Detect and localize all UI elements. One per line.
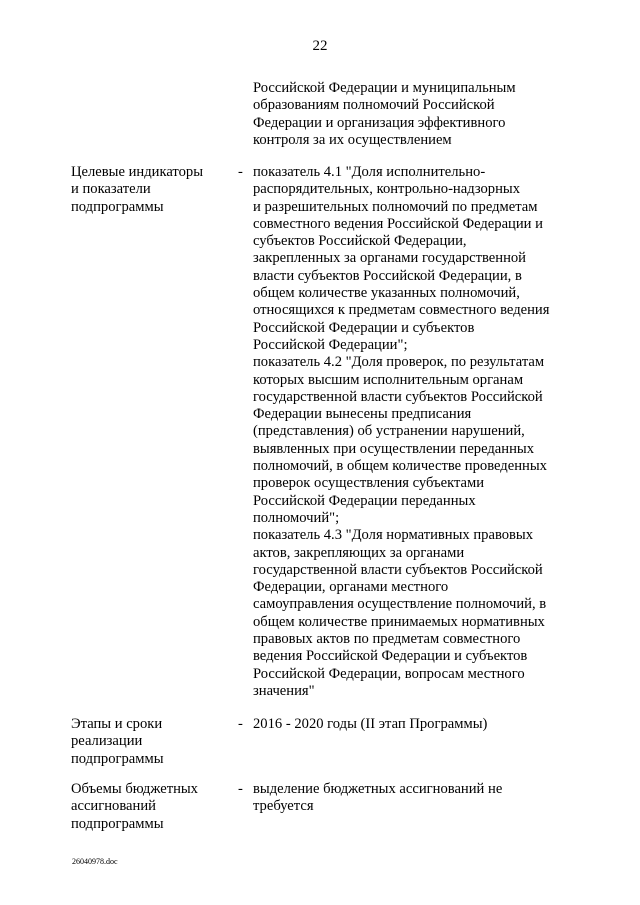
value-line: показатель 4.1 "Доля исполнительно- bbox=[253, 164, 486, 180]
value-line: Российской Федерации, вопросам местного bbox=[253, 665, 525, 682]
value-line: требуется bbox=[253, 798, 314, 815]
dash-separator: - bbox=[238, 164, 243, 180]
dash-separator: - bbox=[238, 781, 243, 797]
section-label bbox=[71, 716, 241, 768]
value-line: полномочий"; bbox=[253, 509, 340, 526]
label-line: ассигнований bbox=[71, 798, 156, 815]
value-line: 2016 - 2020 годы (II этап Программы) bbox=[253, 716, 488, 732]
value-line: (представления) об устранении нарушений, bbox=[253, 423, 525, 440]
footer-filename: 26040978.doc bbox=[72, 857, 118, 866]
label-line: Этапы и сроки bbox=[71, 716, 163, 732]
value-line: Федерации вынесены предписания bbox=[253, 406, 472, 423]
section-value bbox=[253, 164, 583, 700]
label-line: и показатели bbox=[71, 181, 151, 198]
label-line: Целевые индикаторы bbox=[71, 164, 204, 180]
value-line: Российской Федерации и субъектов bbox=[253, 319, 475, 336]
value-line: государственной власти субъектов Российской bbox=[253, 561, 543, 578]
value-line: выделение бюджетных ассигнований не bbox=[253, 781, 503, 797]
value-line: и разрешительных полномочий по предметам bbox=[253, 198, 538, 215]
dash-separator: - bbox=[238, 716, 243, 732]
value-line: субъектов Российской Федерации, bbox=[253, 233, 467, 250]
value-line: проверок осуществления субъектами bbox=[253, 475, 485, 492]
value-line: закрепленных за органами государственной bbox=[253, 250, 526, 267]
value-line: общем количестве принимаемых нормативных bbox=[253, 613, 545, 630]
label-line: реализации bbox=[71, 733, 143, 750]
value-line: Российской Федерации переданных bbox=[253, 492, 476, 509]
text-line: контроля за их осуществлением bbox=[253, 131, 452, 148]
value-line: выявленных при осуществлении переданных bbox=[253, 440, 535, 457]
value-line: полномочий, в общем количестве проведенных bbox=[253, 458, 547, 475]
value-line: государственной власти субъектов Российской bbox=[253, 388, 543, 405]
label-line: подпрограммы bbox=[71, 750, 164, 767]
text-line: Российской Федерации и муниципальным bbox=[253, 80, 516, 96]
value-line: Федерации, органами местного bbox=[253, 579, 449, 596]
value-line: значения" bbox=[253, 682, 315, 699]
section-value bbox=[253, 781, 583, 816]
value-line: которых высшим исполнительным органам bbox=[253, 371, 524, 388]
value-line: Российской Федерации"; bbox=[253, 336, 408, 353]
value-line: совместного ведения Российской Федерации и bbox=[253, 215, 543, 232]
page-number: 22 bbox=[312, 38, 328, 54]
text-line: образованиям полномочий Российской bbox=[253, 97, 495, 114]
text-line: Федерации и организация эффективного bbox=[253, 114, 506, 131]
section-label bbox=[71, 164, 241, 216]
value-line: самоуправления осуществление полномочий, в bbox=[253, 596, 547, 613]
label-line: подпрограммы bbox=[71, 198, 164, 215]
label-line: подпрограммы bbox=[71, 815, 164, 832]
value-line: актов, закрепляющих за органами bbox=[253, 544, 465, 561]
value-line: показатель 4.2 "Доля проверок, по результатам bbox=[253, 354, 545, 371]
value-line: общем количестве указанных полномочий, bbox=[253, 285, 520, 302]
section-label bbox=[71, 781, 241, 833]
value-line: относящихся к предметам совместного ведения bbox=[253, 302, 550, 319]
continuation-text bbox=[253, 80, 583, 149]
value-line: распорядительных, контрольно-надзорных bbox=[253, 181, 520, 198]
section-value bbox=[253, 716, 583, 733]
value-line: власти субъектов Российской Федерации, в bbox=[253, 267, 522, 284]
label-line: Объемы бюджетных bbox=[71, 781, 198, 797]
value-line: ведения Российской Федерации и субъектов bbox=[253, 648, 528, 665]
value-line: правовых актов по предметам совместного bbox=[253, 631, 521, 648]
value-line: показатель 4.3 "Доля нормативных правовых bbox=[253, 527, 534, 544]
